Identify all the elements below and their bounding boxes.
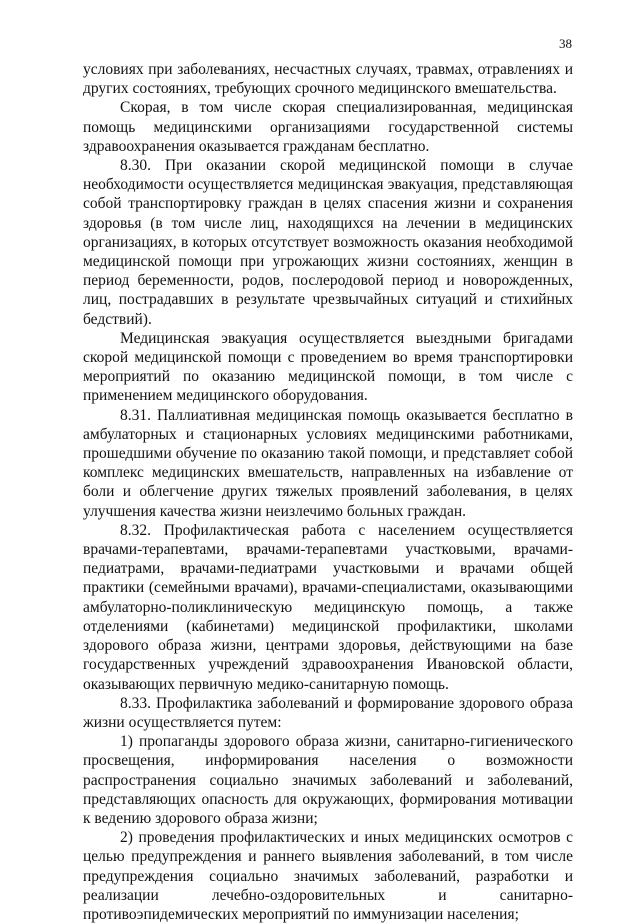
paragraph-emergency-care-free: Скорая, в том числе скорая специализированная, медицинская помощь медицинскими организациями государственной системы здравоохранения оказывается гражданам бесплатно. (83, 99, 573, 155)
page-number: 38 (559, 36, 572, 51)
paragraph-8-30: 8.30. При оказании скорой медицинской помощи в случае необходимости осуществляется медицинская эвакуация, представляющая собой транспортировку граждан в целях спасения жизни и сохранения здоровья (в том числе лиц, находящихся на лечении в медицинских организациях, в которых отсутствует возможность оказания необходимой медицинской помощи при угрожающих жизни состояниях, женщин в период беременности, родов, послеродовой период и новорожденных, лиц, пострадавших в результате чрезвычайных ситуаций и стихийных бедствий). (83, 157, 573, 328)
document-body (83, 60, 573, 924)
list-item-1: 1) пропаганды здорового образа жизни, санитарно-гигиенического просвещения, информирования населения о возможности распространения социально значимых заболеваний и заболеваний, представляющих опасность для окружающих, формирования мотивации к ведению здорового образа жизни; (83, 733, 573, 827)
paragraph-8-32: 8.32. Профилактическая работа с населением осуществляется врачами-терапевтами, врачами-терапевтами участковыми, врачами-педиатрами, врачами-педиатрами участковыми и врачами общей практики (семейными врачами), врачами-специалистами, оказывающими амбулаторно-поликлиническую медицинскую помощь, а также отделениями (кабинетами) медицинской профилактики, школами здорового образа жизни, центрами здоровья, действующими на базе государственных учреждений здравоохранения Ивановской области, оказывающих первичную медико-санитарную помощь. (83, 521, 573, 693)
paragraph-8-33: 8.33. Профилактика заболеваний и формирование здорового образа жизни осуществляется путем: (83, 694, 573, 731)
list-item-2: 2) проведения профилактических и иных медицинских осмотров с целью предупреждения и раннего выявления заболеваний, в том числе предупреждения социально значимых заболеваний, разработки и реализации лечебно-оздоровительных и санитарно-противоэпидемических мероприятий по иммунизации населения; (83, 829, 573, 923)
paragraph-medical-evacuation: Медицинская эвакуация осуществляется выездными бригадами скорой медицинской помощи с проведением во время транспортировки мероприятий по оказанию медицинской помощи, в том числе с применением медицинского оборудования. (83, 329, 573, 405)
paragraph-continuation: условиях при заболеваниях, несчастных случаях, травмах, отравлениях и других состояниях, требующих срочного медицинского вмешательства. (83, 61, 573, 98)
paragraph-8-31: 8.31. Паллиативная медицинская помощь оказывается бесплатно в амбулаторных и стационарных условиях медицинскими работниками, прошедшими обучение по оказанию такой помощи, и представляет собой комплекс медицинских вмешательств, направленных на избавление от боли и облегчение других тяжелых проявлений заболевания, в целях улучшения качества жизни неизлечимо больных граждан. (83, 406, 573, 520)
